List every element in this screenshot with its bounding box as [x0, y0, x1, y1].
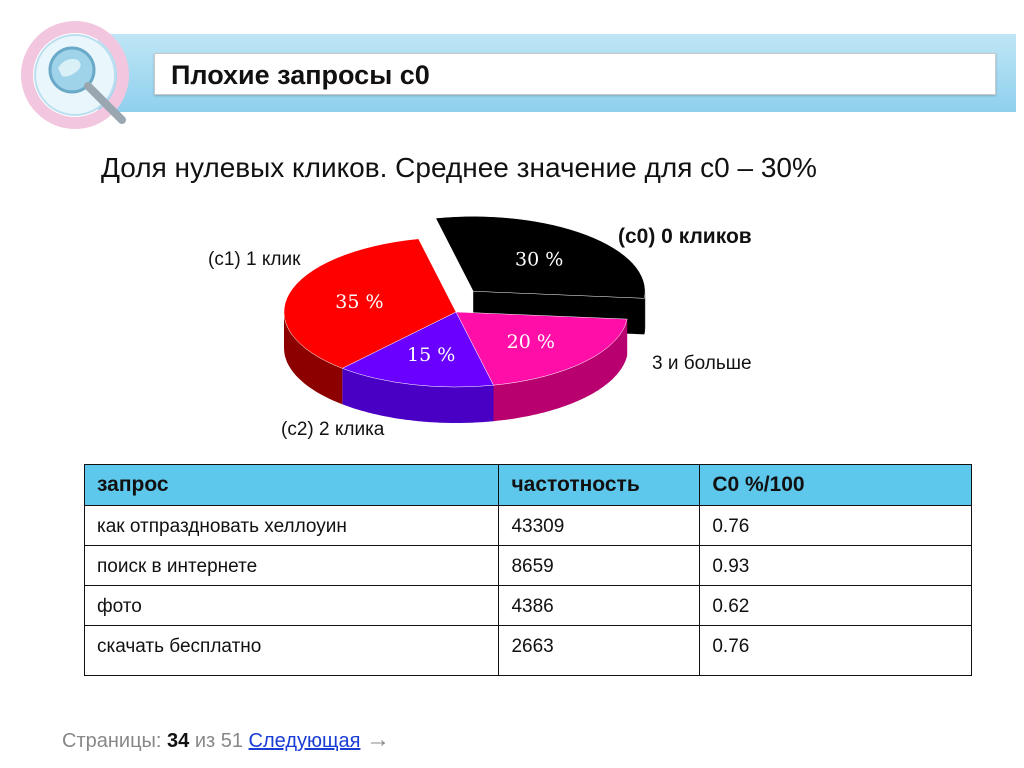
slide-subtitle: Доля нулевых кликов. Среднее значение для с0 – 30%: [101, 152, 817, 183]
pager-current-page: 34: [167, 730, 190, 752]
cell-query: скачать бесплатно: [85, 626, 499, 676]
cell-c0: 0.76: [700, 626, 972, 676]
cell-frequency: 4386: [499, 586, 700, 626]
queries-table: [84, 464, 972, 676]
cell-frequency: 43309: [499, 506, 700, 546]
cell-c0: 0.62: [700, 586, 972, 626]
column-header-frequency: частотность: [499, 465, 700, 506]
cell-frequency: 8659: [499, 546, 700, 586]
cell-query: поиск в интернете: [85, 546, 499, 586]
table-header-row: [85, 465, 972, 506]
table-row: [85, 586, 972, 626]
table-row: [85, 626, 972, 676]
legend-label-c1: (с1) 1 клик: [208, 249, 301, 270]
pie-value-label-3: 35 %: [335, 291, 384, 314]
table-row: [85, 546, 972, 586]
legend-label-3plus: 3 и больше: [652, 353, 752, 374]
pager: [62, 726, 390, 754]
pie-value-label-2: 15 %: [407, 344, 456, 367]
column-header-c0: С0 %/100: [700, 465, 972, 506]
legend-label-c0: (с0) 0 кликов: [618, 225, 752, 248]
pie-value-label-0: 30 %: [515, 248, 564, 271]
pie-value-label-1: 20 %: [506, 330, 555, 353]
arrow-right-icon[interactable]: →: [365, 726, 390, 753]
next-page-link[interactable]: Следующая: [248, 730, 361, 752]
column-header-query: запрос: [85, 465, 499, 506]
cell-c0: 0.93: [700, 546, 972, 586]
pager-total: из 51: [194, 730, 243, 752]
cell-query: фото: [85, 586, 499, 626]
legend-label-c2: (с2) 2 клика: [281, 419, 385, 440]
cell-query: как отпраздновать хеллоуин: [85, 506, 499, 546]
cell-frequency: 2663: [499, 626, 700, 676]
slide-title: Плохие запросы с0: [171, 60, 430, 90]
cell-c0: 0.76: [700, 506, 972, 546]
pager-prefix: Страницы:: [62, 730, 162, 752]
table-row: [85, 506, 972, 546]
